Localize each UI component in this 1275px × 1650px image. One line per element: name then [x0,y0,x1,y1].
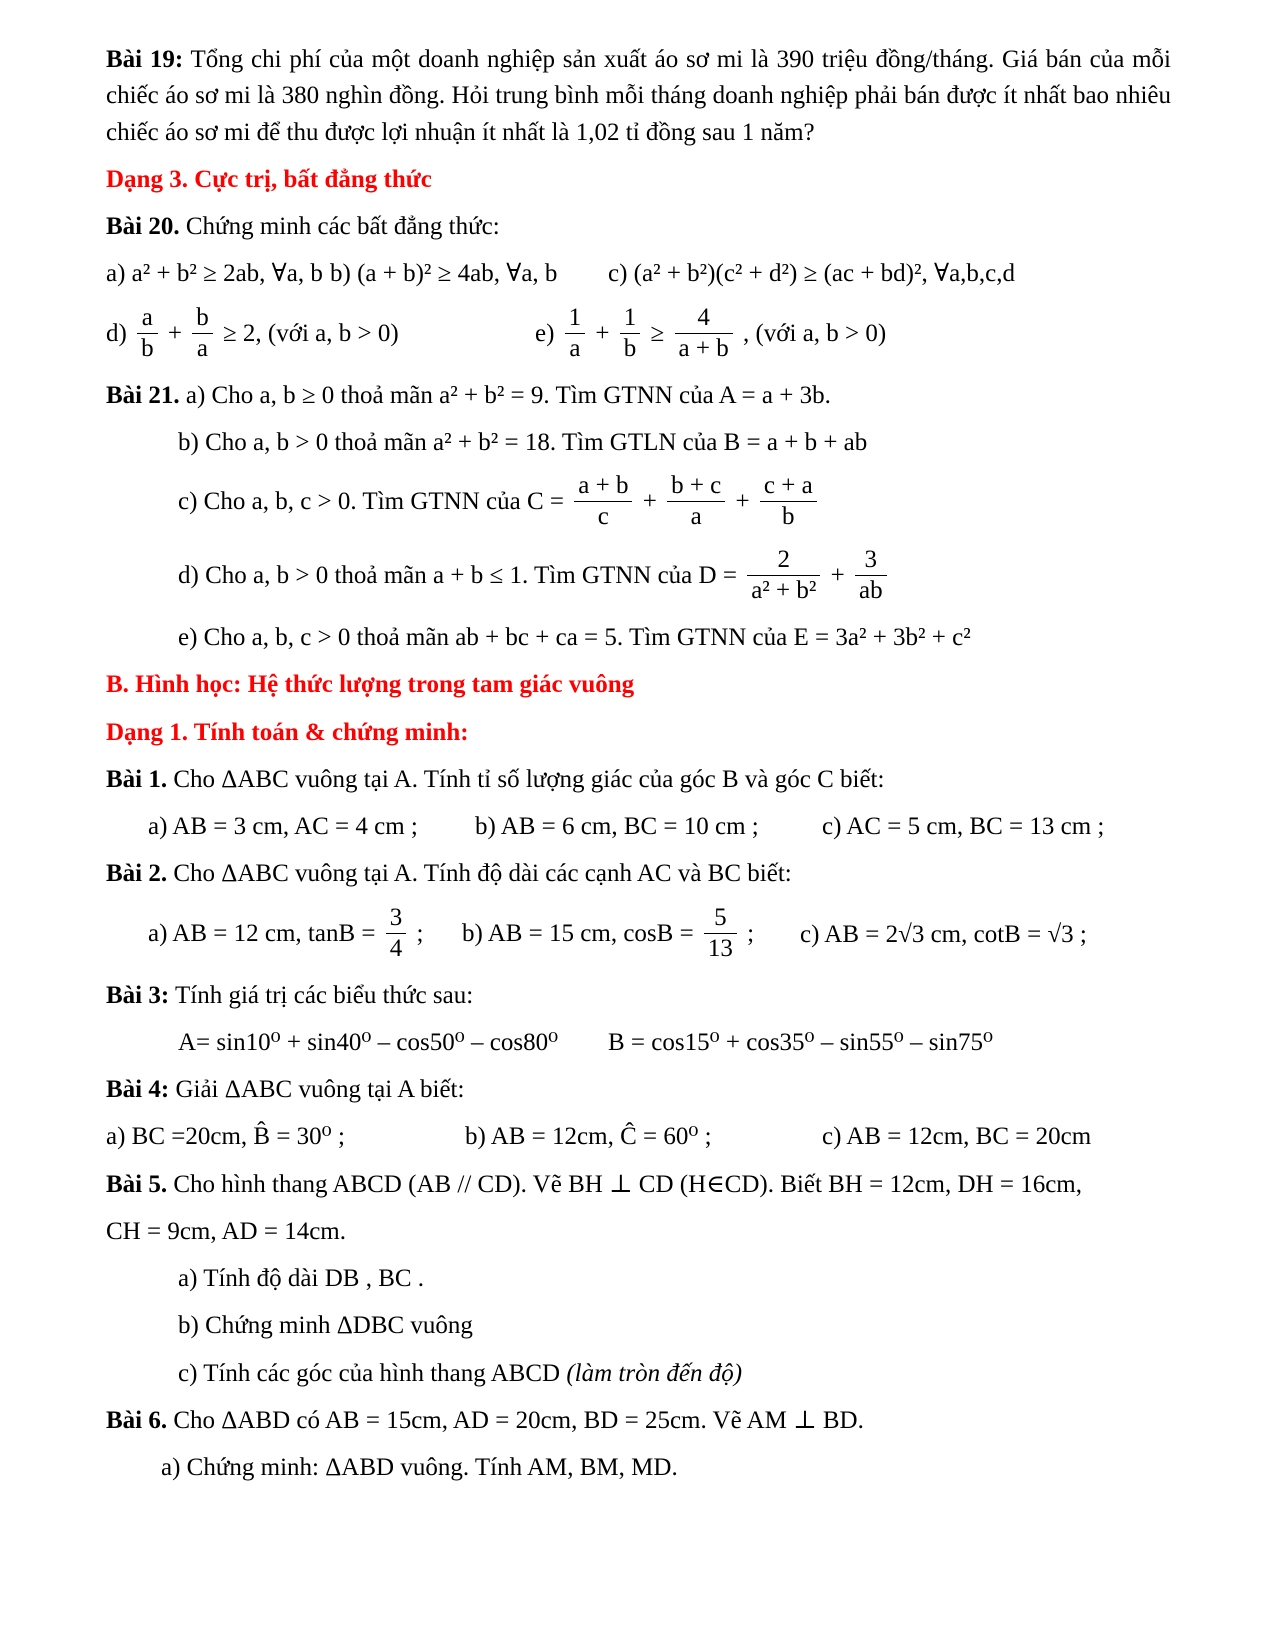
exercise-19 [106,42,1171,151]
fraction-numerator: c + a [760,472,817,502]
fraction-numerator: 3 [855,546,887,576]
fraction-denominator: b [141,334,154,362]
exercise-4-row-abc [106,1119,1171,1155]
fraction-denominator: b [623,334,637,362]
fraction-b-plus-c-over-a [667,472,725,531]
exercise-1 [106,762,1171,798]
fraction-numerator: 3 [386,904,407,934]
exercise-2-item-b [462,904,800,967]
exercise-4-item-b: b) AB = 12cm, Ĉ = 60⁰ ; [465,1123,712,1151]
fraction-denominator: 4 [389,934,403,962]
plus-operator: + [735,488,750,516]
exercise-3-expression-a: A= sin10⁰ + sin40⁰ – cos50⁰ – cos80⁰ [178,1028,559,1056]
fraction-denominator: a [569,334,581,362]
exercise-20-item-b: b) (a + b)² ≥ 4ab, ∀a, b [330,260,558,288]
exercise-20-item-d [106,304,535,367]
heading-dang-1: Dạng 1. Tính toán & chứng minh: [106,718,469,746]
fraction-numerator: 2 [747,546,820,576]
fraction-numerator: 4 [675,304,733,334]
exercise-21-item-a [106,378,1171,414]
exercise-19-text: Tổng chi phí của một doanh nghiệp sản xuất áo sơ mi là 390 triệu đồng/tháng. Giá bán của mỗi chiếc áo sơ mi là 380 nghìn đồng. Hỏi trung bình mỗi tháng doanh nghiệp phải bán được ít nhất bao nhiêu chiếc áo sơ mi để thu được lợi nhuận ít nhất là 1,02 tỉ đồng sau 1 năm? [106,46,1171,146]
exercise-5-line-1 [106,1167,1171,1203]
exercise-5-line-1-text: Cho hình thang ABCD (AB // CD). Vẽ BH ⊥ CD (H∈CD). Biết BH = 12cm, DH = 16cm, [173,1170,1083,1198]
exercise-5-item-b-text: b) Chứng minh ΔDBC vuông [178,1312,473,1340]
fraction-denominator: a + b [678,334,729,362]
exercise-3 [106,978,1171,1014]
exercise-2-label: Bài 2. [106,860,168,888]
fraction-numerator: 5 [704,904,737,934]
exercise-4-item-c: c) AB = 12cm, BC = 20cm [822,1123,1092,1151]
item-d-tail: ≥ 2, (với a, b > 0) [222,319,399,347]
fraction-numerator: a + b [574,472,632,502]
exercise-1-label: Bài 1. [106,765,168,793]
exercise-3-expression-b: B = cos15⁰ + cos35⁰ – sin55⁰ – sin75⁰ [608,1028,993,1056]
exercise-5-line-2 [106,1214,1171,1250]
exercise-1-item-c: c) AC = 5 cm, BC = 13 cm ; [822,813,1105,840]
item-a-tail: ; [416,919,424,947]
exercise-21-item-e-text: e) Cho a, b, c > 0 thoả mãn ab + bc + ca = 5. Tìm GTNN của E = 3a² + 3b² + c² [178,624,971,651]
item-c-lead: c) Cho a, b, c > 0. Tìm GTNN của C = [178,488,564,516]
exercise-21-item-e [106,620,1171,656]
fraction-5-over-13 [704,904,737,963]
fraction-2-over-a2-plus-b2 [747,546,820,605]
exercise-2-intro: Cho ΔABC vuông tại A. Tính độ dài các cạnh AC và BC biết: [173,860,792,888]
exercise-20-item-e [535,304,886,367]
fraction-1-over-a [565,304,586,363]
plus-operator: + [642,488,657,516]
fraction-a-over-b [137,304,158,363]
exercise-1-row-abc [106,809,1171,845]
exercise-3-row [106,1025,1171,1061]
exercise-19-label: Bài 19: [106,46,184,73]
fraction-a-plus-b-over-c [574,472,632,531]
item-e-tail: , (với a, b > 0) [742,319,887,347]
exercise-2-item-a [148,904,462,967]
exercise-6-intro: Cho ΔABD có AB = 15cm, AD = 20cm, BD = 25cm. Vẽ AM ⊥ BD. [173,1406,864,1434]
exercise-5-label: Bài 5. [106,1170,168,1198]
exercise-20-item-a: a) a² + b² ≥ 2ab, ∀a, b [106,260,323,288]
exercise-4-label: Bài 4: [106,1076,170,1103]
fraction-3-over-4 [386,904,407,963]
exercise-20-intro: Chứng minh các bất đẳng thức: [185,213,500,240]
item-b-tail: ; [747,919,755,947]
fraction-denominator: a² + b² [751,577,817,604]
exercise-5-line-2-text: CH = 9cm, AD = 14cm. [106,1217,346,1245]
fraction-numerator: 1 [565,304,586,334]
exercise-6-label: Bài 6. [106,1406,168,1434]
exercise-2 [106,856,1171,892]
exercise-21-item-c [106,472,1171,535]
item-d-lead: d) Cho a, b > 0 thoả mãn a + b ≤ 1. Tìm GTNN của D = [178,562,737,590]
exercise-21-item-a-text: a) Cho a, b ≥ 0 thoả mãn a² + b² = 9. Tìm GTNN của A = a + 3b. [185,381,831,409]
heading-dang-3: Dạng 3. Cực trị, bất đẳng thức [106,165,432,193]
exercise-20-row-de [106,304,1171,367]
exercise-5-item-c [106,1356,1171,1392]
fraction-numerator: b + c [667,472,725,502]
exercise-5-item-a-text: a) Tính độ dài DB , BC . [178,1265,425,1292]
exercise-1-intro: Cho ΔABC vuông tại A. Tính tỉ số lượng giác của góc B và góc C biết: [173,765,885,793]
heading-section-b: B. Hình học: Hệ thức lượng trong tam giác vuông [106,671,635,699]
exercise-3-label: Bài 3: [106,981,170,1009]
fraction-denominator: ab [858,577,883,604]
exercise-20-label: Bài 20. [106,213,180,240]
fraction-numerator: a [137,304,158,334]
exercise-1-item-b: b) AB = 6 cm, BC = 10 cm ; [475,813,759,840]
exercise-5-item-a [106,1261,1171,1297]
item-e-label: e) [535,319,555,347]
exercise-5-item-b [106,1308,1171,1344]
exercise-4 [106,1072,1171,1108]
fraction-denominator: a [690,503,702,530]
fraction-numerator: b [192,304,213,334]
exercise-6-item-a [106,1450,1171,1486]
exercise-2-item-c: c) AB = 2√3 cm, cotB = √3 ; [800,920,1087,948]
exercise-3-intro: Tính giá trị các biểu thức sau: [175,981,474,1009]
fraction-denominator: 13 [707,934,733,962]
exercise-21-item-d [106,546,1171,609]
exercise-6-item-a-text: a) Chứng minh: ΔABD vuông. Tính AM, BM, MD. [161,1454,678,1481]
exercise-4-item-a: a) BC =20cm, B̂ = 30⁰ ; [106,1123,345,1151]
exercise-2-row-abc [106,904,1171,967]
exercise-20-item-c: c) (a² + b²)(c² + d²) ≥ (ac + bd)², ∀a,b,c,d [608,260,1016,288]
fraction-c-plus-a-over-b [760,472,817,531]
exercise-6 [106,1403,1171,1439]
plus-operator: + [830,562,845,590]
exercise-21-item-b-text: b) Cho a, b > 0 thoả mãn a² + b² = 18. Tìm GTLN của B = a + b + ab [178,428,868,456]
exercise-20 [106,209,1171,245]
fraction-numerator: 1 [620,304,641,334]
item-a-lead: a) AB = 12 cm, tanB = [148,919,376,947]
fraction-denominator: a [196,334,208,362]
item-d-label: d) [106,319,127,347]
fraction-1-over-b [620,304,641,363]
plus-operator: + [595,319,610,347]
item-b-lead: b) AB = 15 cm, cosB = [462,919,694,947]
exercise-21-item-b [106,425,1171,461]
exercise-4-intro: Giải ΔABC vuông tại A biết: [175,1076,465,1103]
fraction-denominator: b [782,503,795,530]
exercise-5-item-c-lead: c) Tính các góc của hình thang ABCD [178,1359,567,1387]
fraction-denominator: c [597,503,609,530]
exercise-1-item-a: a) AB = 3 cm, AC = 4 cm ; [148,813,418,840]
plus-operator: + [167,319,182,347]
exercise-20-row-abc [106,256,1171,292]
exercise-21-label: Bài 21. [106,381,180,409]
exercise-5-item-c-italic: (làm tròn đến độ) [566,1359,743,1387]
fraction-b-over-a [192,304,213,363]
fraction-3-over-ab [855,546,887,605]
fraction-4-over-a-plus-b [675,304,733,363]
geq-operator: ≥ [650,319,665,347]
